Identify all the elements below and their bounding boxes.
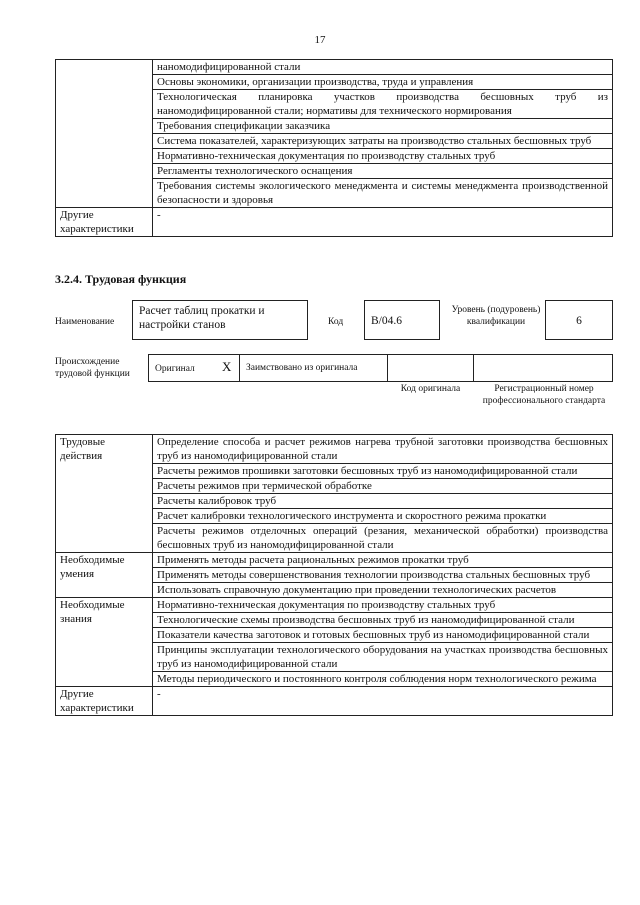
row-item-text: Регламенты технологического оснащения xyxy=(153,164,613,179)
code-value: B/04.6 xyxy=(371,315,402,327)
reg-number-cell xyxy=(473,354,613,382)
level-value: 6 xyxy=(576,315,582,327)
row-item-text: Система показателей, характеризующих затраты на производство стальных бесшовных труб xyxy=(153,134,613,149)
original-mark: X xyxy=(222,359,232,374)
row-category-label xyxy=(56,60,153,208)
code-label: Код xyxy=(328,317,344,327)
row-item-text: Расчет калибровки технологического инструмента и скоростного режима прокатки xyxy=(153,509,613,524)
table-row xyxy=(56,60,613,75)
row-item-text: - xyxy=(153,208,613,237)
row-item-text: Расчеты режимов прошивки заготовки бесшовных труб из наномодифицированной стали xyxy=(153,464,613,479)
row-item-text: Расчеты режимов отделочных операций (резания, механической обработки) производства бесшовных труб из наномодифицированной стали xyxy=(153,524,613,553)
original-code-cell xyxy=(387,354,474,382)
borrowed-cell xyxy=(239,354,388,382)
section-title: 3.2.4. Трудовая функция xyxy=(55,272,187,286)
row-item-text: - xyxy=(153,687,613,716)
borrowed-label: Заимствовано из оригинала xyxy=(246,363,358,373)
origin-label: Происхождение трудовой функции xyxy=(55,357,130,379)
row-item-text: Применять методы совершенствования технологии производства стальных бесшовных труб xyxy=(153,568,613,583)
row-item-text: Расчеты режимов при термической обработке xyxy=(153,479,613,494)
row-item-text: Определение способа и расчет режимов нагрева трубной заготовки производства бесшовных труб из наномодифицированной стали xyxy=(153,435,613,464)
row-item-text: Основы экономики, организации производства, труда и управления xyxy=(153,75,613,90)
row-item-text: Методы периодического и постоянного контроля соблюдения норм технологического режима xyxy=(153,672,613,687)
row-item-text: Нормативно-техническая документация по производству стальных труб xyxy=(153,149,613,164)
requirements-table-continued xyxy=(55,59,613,237)
table-row xyxy=(56,435,613,464)
row-item-text: Показатели качества заготовок и готовых бесшовных труб из наномодифицированной стали xyxy=(153,628,613,643)
table-row xyxy=(56,598,613,613)
row-category-label: Трудовые действия xyxy=(56,435,153,553)
row-item-text: наномодифицированной стали xyxy=(153,60,613,75)
original-code-caption: Код оригинала xyxy=(400,384,461,394)
table-row xyxy=(56,208,613,237)
table-row xyxy=(56,687,613,716)
level-box xyxy=(545,300,613,340)
labor-function-table xyxy=(55,434,613,716)
row-item-text: Требования спецификации заказчика xyxy=(153,119,613,134)
row-item-text: Нормативно-техническая документация по производству стальных труб xyxy=(153,598,613,613)
level-label: Уровень (подуровень) квалификации xyxy=(451,305,541,327)
row-item-text: Применять методы расчета рациональных режимов прокатки труб xyxy=(153,553,613,568)
row-category-label: Другие характеристики xyxy=(56,687,153,716)
row-item-text: Принципы эксплуатации технологического оборудования на участках производства бесшовных труб из наномодифицированной стали xyxy=(153,643,613,672)
page-number: 17 xyxy=(314,34,326,46)
row-category-label: Другие характеристики xyxy=(56,208,153,237)
row-item-text: Технологическая планировка участков производства бесшовных труб из наномодифицированной стали; нормативы для технического нормирования xyxy=(153,90,613,119)
table-row xyxy=(56,553,613,568)
function-name-value: Расчет таблиц прокатки и настройки станов xyxy=(139,305,265,331)
row-item-text: Использовать справочную документацию при проведении технологических расчетов xyxy=(153,583,613,598)
row-category-label: Необходимые умения xyxy=(56,553,153,598)
row-category-label: Необходимые знания xyxy=(56,598,153,687)
function-name-box xyxy=(132,300,308,340)
row-item-text: Расчеты калибровок труб xyxy=(153,494,613,509)
original-label: Оригинал xyxy=(155,364,195,374)
code-box xyxy=(364,300,440,340)
reg-number-caption: Регистрационный номер профессионального стандарта xyxy=(482,384,606,406)
name-label: Наименование xyxy=(55,317,115,327)
row-item-text: Требования системы экологического менеджмента и системы менеджмента производственной безопасности и здоровья xyxy=(153,179,613,208)
original-cell xyxy=(148,354,240,382)
row-item-text: Технологические схемы производства бесшовных труб из наномодифицированной стали xyxy=(153,613,613,628)
